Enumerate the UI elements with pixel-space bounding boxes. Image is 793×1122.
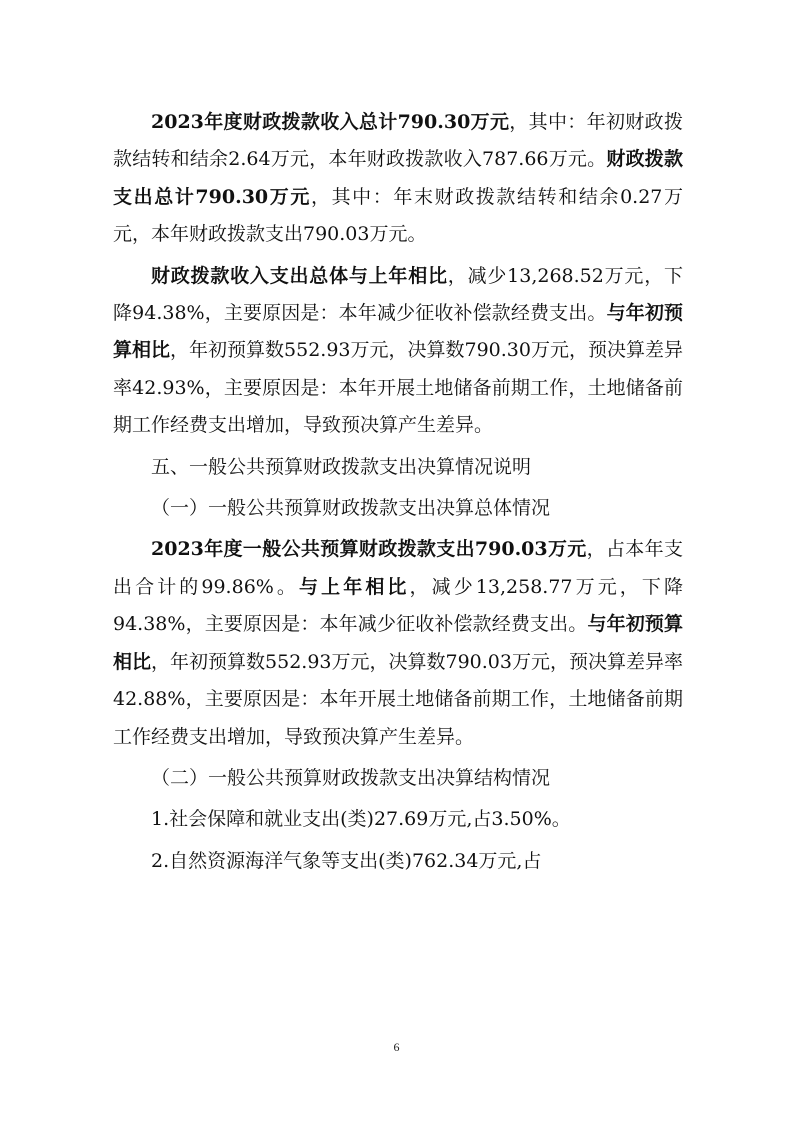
bold-phrase: 与年初预算相比 [113,302,683,362]
paragraph-fiscal-total [113,104,683,254]
plain-text: ，其中：年末财政拨款结转和结余0.27万元，本年财政拨款支出790.03万元。 [113,185,683,246]
plain-text: ，年初预算数552.93万元，决算数790.03万元，预决算差异率42.88%，主要原因是：本年开展土地储备前期工作，土地储备前期工作经费支出增加，导致预决算产生差异。 [113,650,683,748]
body-text [113,104,683,880]
bold-phrase: 财政拨款收入支出总体与上年相比 [151,264,448,287]
plain-text: ，年初预算数552.93万元，决算数790.30万元，预决算差异率42.93%，主要原因是：本年开展土地储备前期工作，土地储备前期工作经费支出增加，导致预决算产生差异。 [113,339,683,437]
bold-phrase: 与上年相比 [299,575,410,598]
list-item-social-security: 1.社会保障和就业支出(类)27.69万元,占3.50%。 [151,808,571,831]
plain-text: ，减少13,258.77万元，下降94.38%，主要原因是：本年减少征收补偿款经费支出。 [113,575,683,636]
paragraph-general-budget [113,531,683,755]
paragraph-fiscal-comparison [113,258,683,445]
bold-phrase: 与年初预算相比 [113,613,683,673]
subsection-heading-5-1: （一）一般公共预算财政拨款支出决算总体情况 [151,497,551,520]
section-heading-5: 五、一般公共预算财政拨款支出决算情况说明 [151,455,532,478]
bold-phrase: 2023年度一般公共预算财政拨款支出790.03万元 [151,538,587,561]
plain-text: ，减少13,268.52万元，下降94.38%，主要原因是：本年减少征收补偿款经费支出。 [113,264,683,325]
bold-phrase: 财政拨款支出总计790.30万元 [113,148,683,208]
plain-text: ，占本年支出合计的99.86%。 [113,538,683,598]
plain-text: ，其中：年初财政拨款结转和结余2.64万元，本年财政拨款收入787.66万元。 [113,111,683,171]
bold-phrase: 2023年度财政拨款收入总计790.30万元 [151,111,510,133]
list-item-natural-resources: 2.自然资源海洋气象等支出(类)762.34万元,占 [151,849,542,872]
page-number: 6 [393,1040,400,1054]
subsection-heading-5-2: （二）一般公共预算财政拨款支出决算结构情况 [151,766,551,789]
